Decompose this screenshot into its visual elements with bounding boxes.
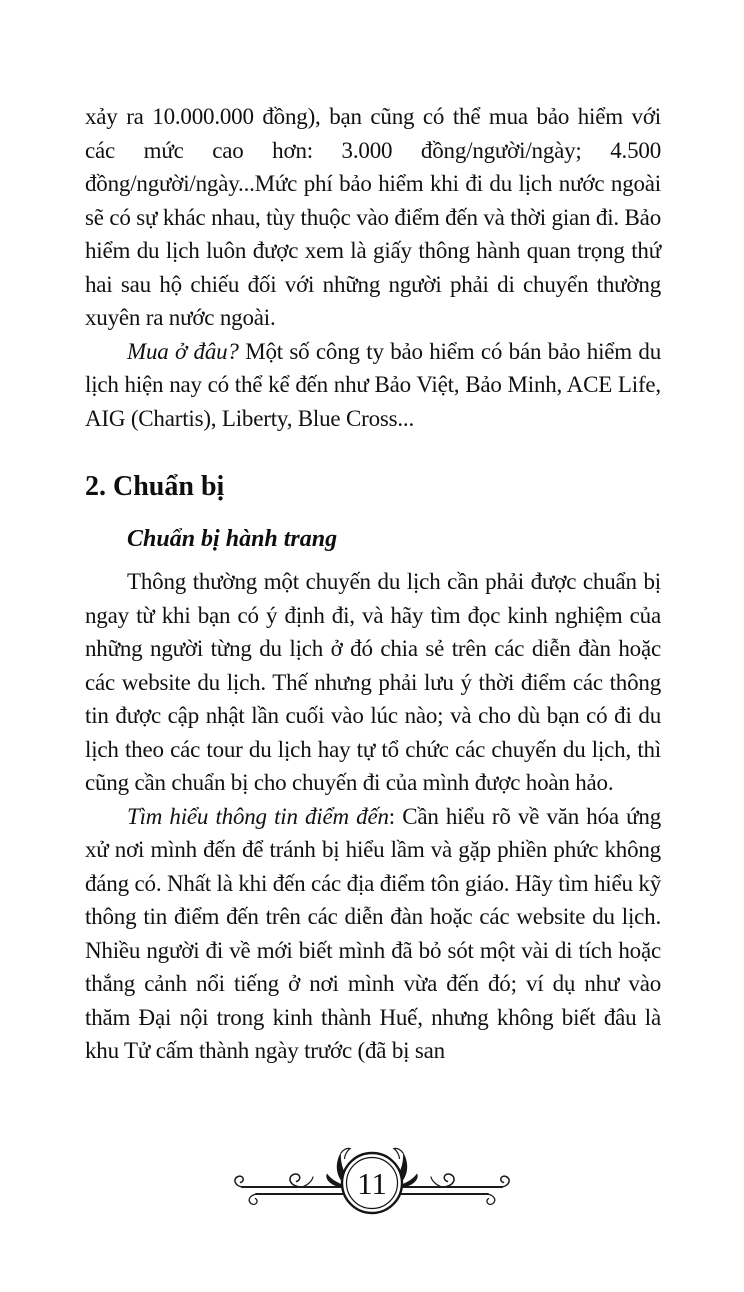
paragraph-lead-italic: Tìm hiểu thông tin điểm đến [127, 803, 389, 829]
paragraph-preparation [85, 565, 661, 800]
paragraph-destination-info [85, 800, 661, 1068]
paragraph-where-to-buy [85, 335, 661, 436]
flourish-divider-icon [232, 1139, 512, 1229]
page-footer [0, 1139, 744, 1229]
page-number: 11 [357, 1166, 387, 1201]
paragraph-insurance-continuation [85, 100, 661, 335]
sub-heading: Chuẩn bị hành trang [127, 526, 338, 552]
paragraph-text: Một số công ty bảo hiểm có bán bảo hiểm du lịch hiện nay có thể kể đến như Bảo Việt, Bảo Minh, ACE Life, AIG (Chartis), Liberty, Blue Cross... [85, 338, 662, 431]
paragraph-lead-italic: Mua ở đâu? [127, 338, 239, 364]
paragraph-text: : Cần hiểu rõ về văn hóa ứng xử nơi mình đến để tránh bị hiểu lầm và gặp phiền phức không đáng có. Nhất là khi đến các địa điểm tôn giáo. Hãy tìm hiểu kỹ thông tin điểm đến trên các diễn đàn hoặc các website du lịch. Nhiều người đi về mới biết mình đã bỏ sót một vài di tích hoặc thắng cảnh nổi tiếng ở nơi mình vừa đến đó; ví dụ như vào thăm Đại nội trong kinh thành Huế, nhưng không biết đâu là khu Tử cấm thành ngày trước (đã bị san [85, 803, 661, 1063]
paragraph-text: Thông thường một chuyến du lịch cần phải được chuẩn bị ngay từ khi bạn có ý định đi, và hãy tìm đọc kinh nghiệm của những người từng du lịch ở đó chia sẻ trên các diễn đàn hoặc các website du lịch. Thế nhưng phải lưu ý thời điểm các thông tin được cập nhật lần cuối vào lúc nào; và cho dù bạn có đi du lịch theo các tour du lịch hay tự tổ chức các chuyến du lịch, thì cũng cần chuẩn bị cho chuyến đi của mình được hoàn hảo. [85, 569, 661, 795]
text-block [85, 100, 661, 1068]
paragraph-text: xảy ra 10.000.000 đồng), bạn cũng có thể mua bảo hiểm với các mức cao hơn: 3.000 đồng/người/ngày; 4.500 đồng/người/ngày...Mức phí bảo hiểm khi đi du lịch nước ngoài sẽ có sự khác nhau, tùy thuộc vào điểm đến và thời gian đi. Bảo hiểm du lịch luôn được xem là giấy thông hành quan trọng thứ hai sau hộ chiếu đối với những người phải di chuyển thường xuyên ra nước ngoài. [85, 104, 661, 330]
section-heading: 2. Chuẩn bị [85, 471, 225, 502]
